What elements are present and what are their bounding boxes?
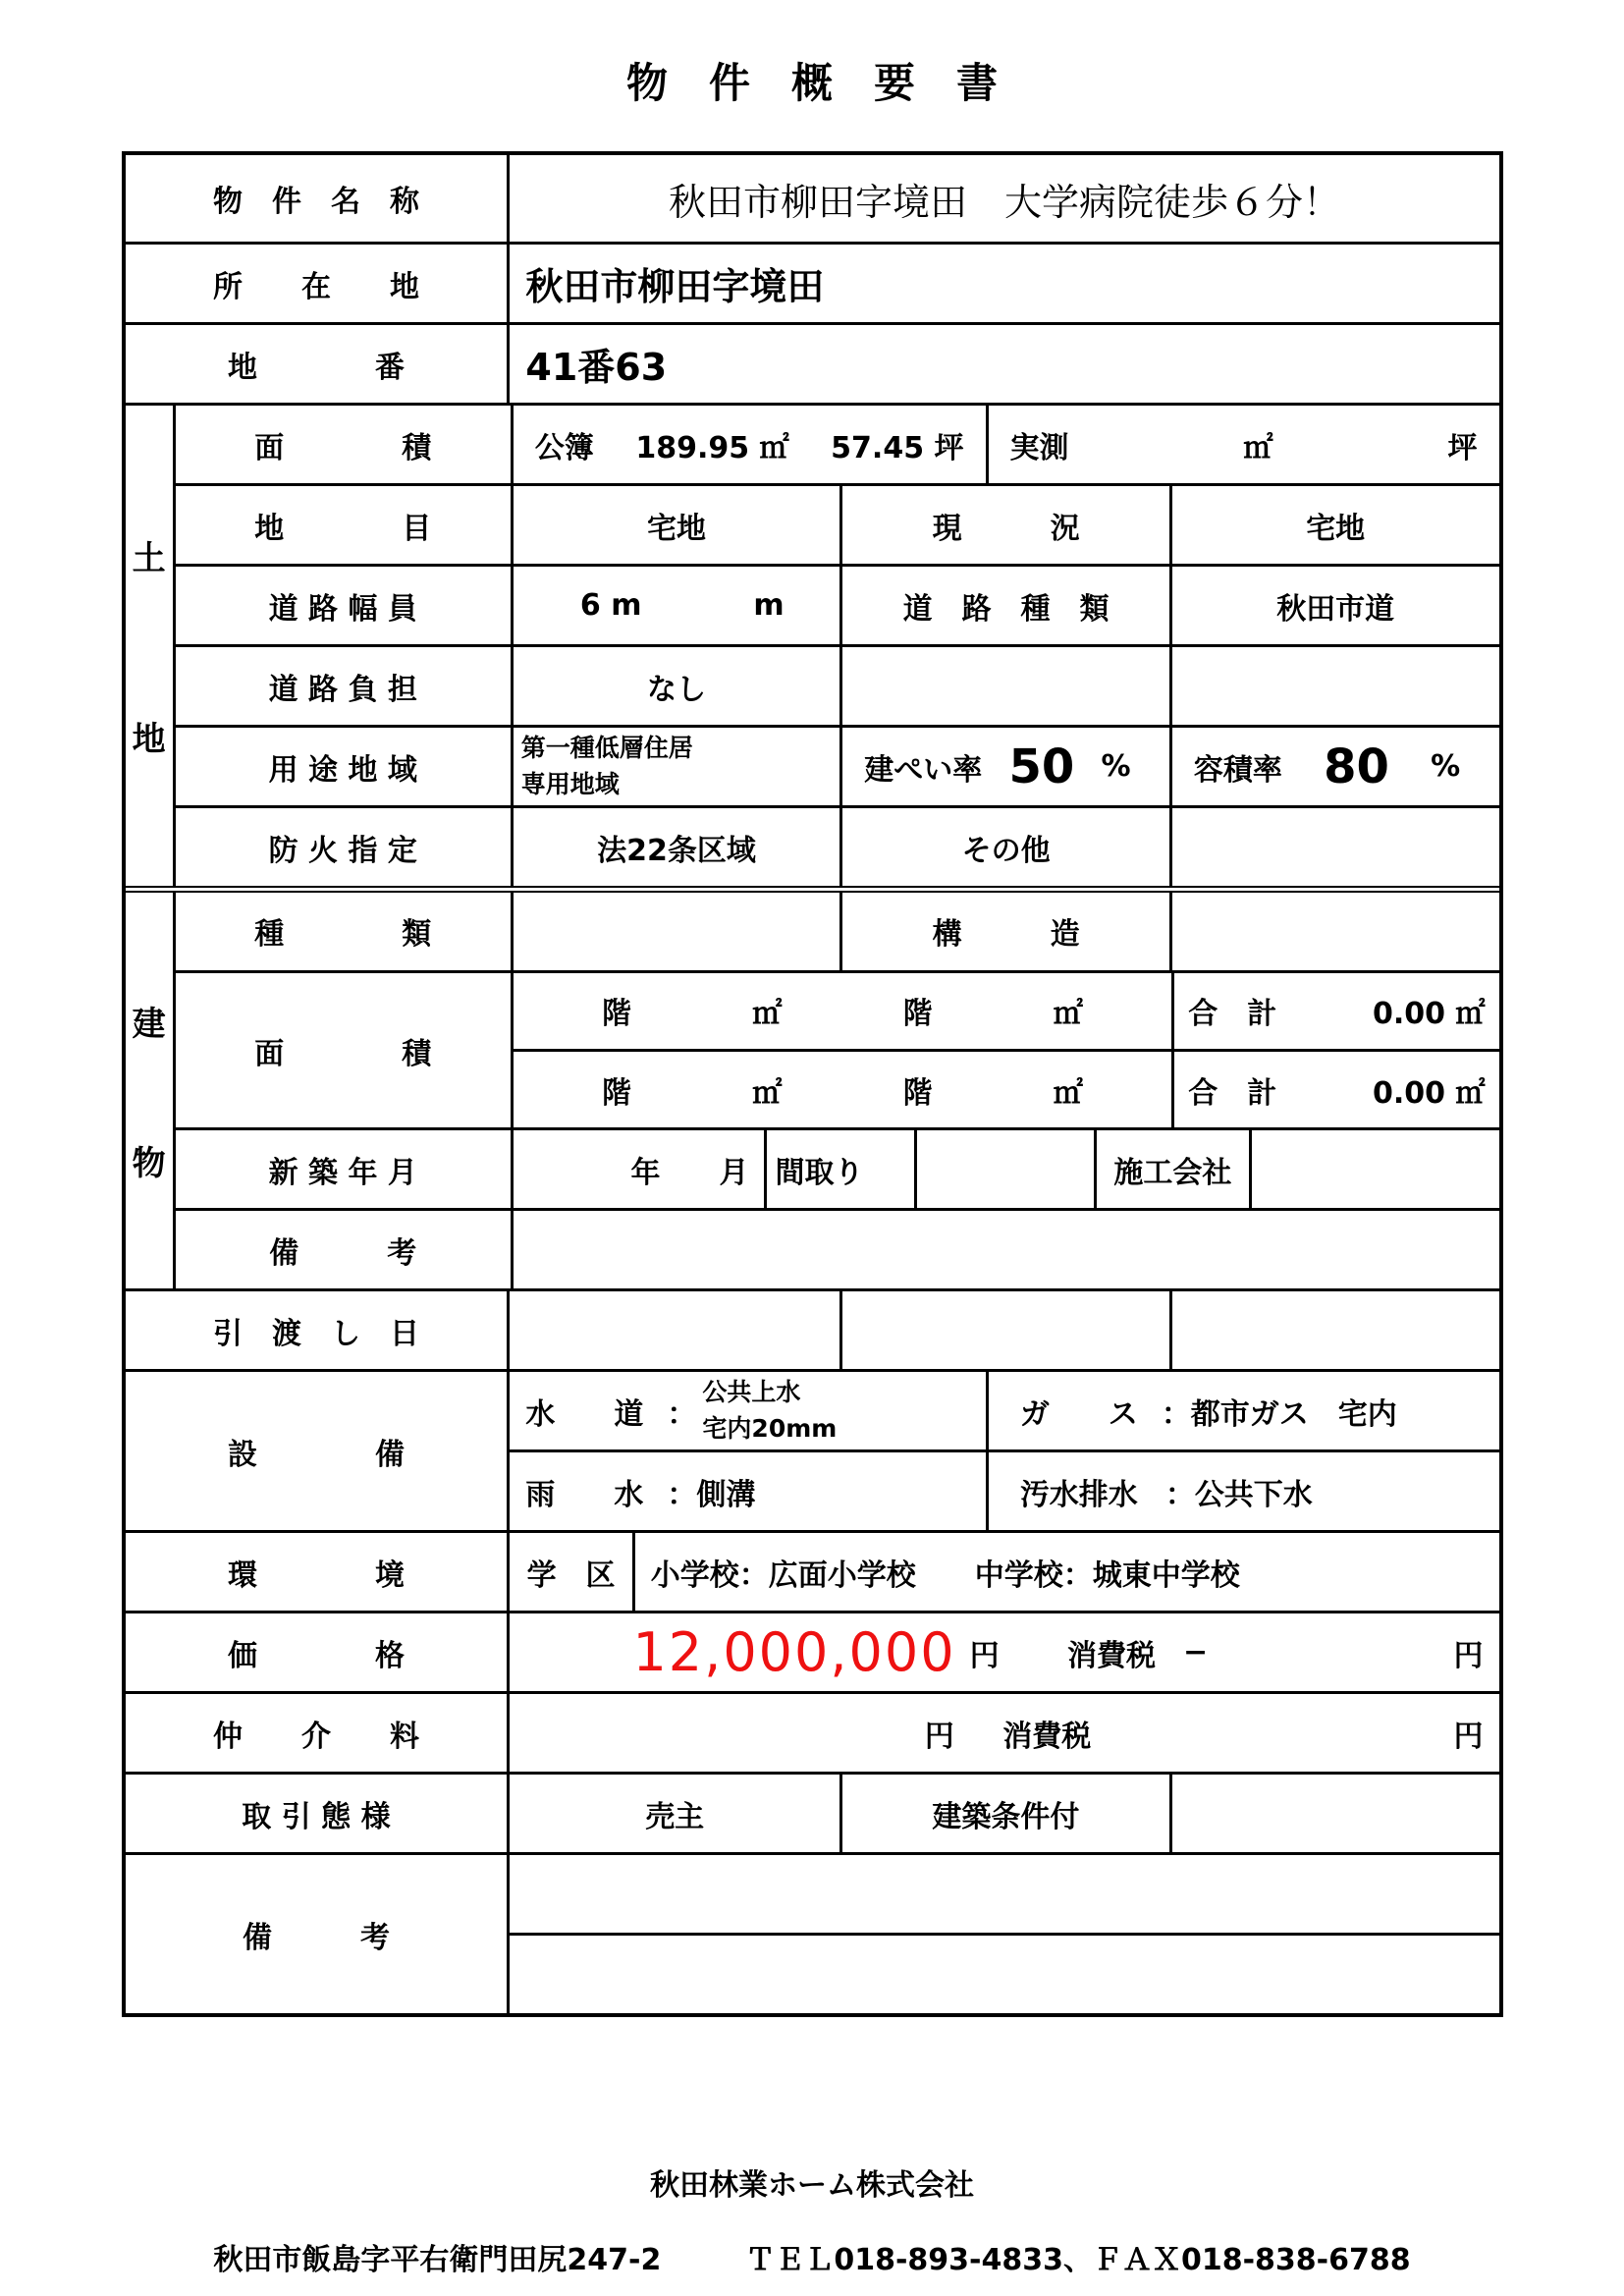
row-road-width: [176, 564, 1499, 644]
rain-label: 雨 水: [525, 1477, 644, 1512]
jissoku-sqm-unit: ㎡: [1243, 430, 1273, 465]
koubo-label: 公簿: [534, 430, 594, 465]
remarks-label-cell: [126, 1855, 508, 2013]
structure-label: 構 造: [932, 917, 1080, 953]
road-burden-empty-1: [839, 647, 1169, 725]
brokerage-tax-yen: 円: [1453, 1719, 1484, 1754]
transaction-value-3: [1169, 1775, 1499, 1852]
built-date-value: 年 月: [511, 1130, 765, 1208]
land-area-label: 面 積: [254, 430, 432, 465]
gas-cell: [986, 1372, 1499, 1449]
facilities-label: 設 備: [227, 1437, 405, 1472]
section-building: [126, 886, 1499, 1288]
transaction-value-1: 売主: [507, 1775, 839, 1852]
structure-value: [1169, 893, 1499, 970]
road-width-label-cell: [176, 567, 511, 644]
building-remarks-label-cell: [176, 1211, 511, 1288]
building-area-label: 面 積: [254, 1036, 432, 1071]
koubo-sqm: 189.95 ㎡: [635, 430, 789, 465]
land-section-body: [173, 406, 1499, 886]
sqm-unit: ㎡: [1053, 997, 1083, 1032]
road-width-unit2: m: [753, 588, 785, 623]
floor-label: 階: [602, 997, 632, 1032]
brokerage-label-cell: [126, 1694, 508, 1772]
genkyo-label: 現 況: [932, 511, 1080, 546]
facilities-row-1: [510, 1372, 1498, 1449]
fire-other: その他: [839, 808, 1169, 886]
floor-area-ratio-cell: [1169, 728, 1499, 805]
chimoku-value: 宅地: [511, 486, 840, 564]
road-type-value: 秋田市道: [1169, 567, 1499, 644]
road-width-label: 道 路 幅 員: [268, 591, 417, 627]
kenpei-label: 建ぺい率: [864, 752, 983, 788]
price-value: 12,000,000: [632, 1621, 956, 1683]
rain-cell: [510, 1452, 985, 1530]
brokerage-label: 仲 介 料: [212, 1719, 419, 1754]
total-label: 合 計: [1188, 997, 1277, 1032]
road-width-value-cell: [511, 567, 840, 644]
zoning-value-cell: [511, 728, 840, 805]
yoseki-label: 容積率: [1193, 752, 1282, 788]
land-area-measured-cell: [986, 406, 1499, 483]
building-kind-label-cell: [176, 893, 511, 970]
land-area-label-cell: [176, 406, 511, 483]
floor-label: 階: [902, 997, 933, 1032]
remarks-label: 備 考: [242, 1920, 390, 1955]
row-price: [126, 1611, 1499, 1691]
floor-label: 階: [602, 1075, 632, 1111]
row-environment: [126, 1530, 1499, 1611]
floors-cell-1: [514, 973, 1172, 1049]
footer-address: 秋田市飯島字平右衛門田尻247-2: [213, 2243, 662, 2277]
fire-empty: [1169, 808, 1499, 886]
facilities-body: [507, 1372, 1498, 1530]
price-tax-value: −: [1183, 1635, 1209, 1669]
water-cell: [510, 1372, 985, 1449]
building-char-1: 建: [132, 1005, 166, 1045]
madori-value: [914, 1130, 1094, 1208]
total-value: 0.00 ㎡: [1373, 1075, 1486, 1111]
road-type-label: 道 路 種 類: [902, 591, 1110, 627]
section-facilities: [126, 1369, 1499, 1530]
lot-number-label-cell: [126, 325, 508, 403]
price-label-cell: [126, 1613, 508, 1691]
floors-cell-2: [514, 1052, 1172, 1127]
rain-value: ：側溝: [667, 1477, 756, 1512]
location-label: 所 在 地: [212, 269, 419, 304]
price-label: 価 格: [227, 1638, 405, 1673]
footer-tel-fax: ＴＥＬ018-893-4833、ＦＡＸ018-838-6788: [745, 2243, 1411, 2277]
road-burden-empty-2: [1169, 647, 1499, 725]
madori-label: 間取り: [764, 1130, 913, 1208]
property-name-label: 物 件 名 称: [212, 185, 419, 219]
property-name-value: 秋田市柳田字境田 大学病院徒歩６分！: [507, 155, 1498, 242]
building-section-body: [173, 893, 1499, 1288]
facilities-label-cell: [126, 1372, 508, 1530]
property-table: [122, 151, 1503, 2017]
facilities-row-2: [510, 1449, 1498, 1530]
floor-label: 階: [902, 1075, 933, 1111]
brokerage-tax-label: 消費税: [1002, 1719, 1092, 1754]
handover-label: 引 渡 し 日: [212, 1316, 419, 1351]
footer-company: 秋田林業ホーム株式会社: [650, 2168, 974, 2203]
zoning-label: 用 途 地 域: [268, 752, 417, 788]
price-tax-yen: 円: [1453, 1638, 1484, 1673]
water-line2: 宅内20mm: [702, 1413, 838, 1443]
road-width-value: 6 m: [579, 588, 642, 623]
structure-label-cell: [839, 893, 1169, 970]
zoning-label-cell: [176, 728, 511, 805]
genkyo-value: 宅地: [1169, 486, 1499, 564]
water-colon: ：: [667, 1396, 697, 1432]
building-char-2: 物: [132, 1143, 166, 1183]
sekou-value: [1249, 1130, 1499, 1208]
brokerage-yen: 円: [924, 1719, 954, 1754]
remarks-row-2: [510, 1933, 1498, 2013]
environment-label: 環 境: [227, 1558, 405, 1593]
row-handover-date: [126, 1288, 1499, 1369]
transaction-value-2: 建築条件付: [839, 1775, 1169, 1852]
total-label: 合 計: [1188, 1075, 1277, 1111]
price-tax-label: 消費税: [1067, 1638, 1156, 1673]
handover-cell-1: [507, 1291, 839, 1369]
built-date-label-cell: [176, 1130, 511, 1208]
fire-value: 法22条区域: [511, 808, 840, 886]
row-brokerage: [126, 1691, 1499, 1772]
handover-cell-3: [1169, 1291, 1499, 1369]
sqm-unit: ㎡: [752, 997, 783, 1032]
building-area-body: [511, 973, 1499, 1128]
location-value: 秋田市柳田字境田: [507, 245, 1498, 322]
row-zoning: [176, 725, 1499, 805]
land-char-1: 土: [132, 538, 166, 578]
total-value: 0.00 ㎡: [1373, 997, 1486, 1032]
water-line1: 公共上水: [702, 1378, 801, 1407]
yoseki-value: 80: [1324, 738, 1389, 794]
row-road-burden: [176, 644, 1499, 725]
water-label: 水 道: [525, 1396, 644, 1432]
location-label-cell: [126, 245, 508, 322]
sqm-unit: ㎡: [752, 1075, 783, 1111]
built-date-label: 新 築 年 月: [268, 1155, 417, 1190]
chimoku-label: 地 目: [254, 511, 432, 546]
fire-label: 防 火 指 定: [268, 833, 417, 868]
zoning-line1: 第一種低層住居: [520, 734, 693, 763]
chimoku-label-cell: [176, 486, 511, 564]
section-remarks: [126, 1852, 1499, 2013]
zoning-line2: 専用地域: [520, 769, 620, 798]
yoseki-percent: %: [1431, 749, 1461, 784]
koubo-tsubo: 57.45 坪: [831, 430, 964, 465]
sqm-unit: ㎡: [1053, 1075, 1083, 1111]
remarks-body: [507, 1855, 1498, 2013]
school-district-label-cell: [507, 1533, 631, 1611]
building-coverage-cell: [839, 728, 1169, 805]
gas-value: ：都市ガス 宅内: [1161, 1396, 1397, 1432]
remarks-row-1: [510, 1855, 1498, 1933]
road-type-label-cell: [839, 567, 1169, 644]
genkyo-label-cell: [839, 486, 1169, 564]
row-building-area: [176, 970, 1499, 1128]
lot-number-label: 地 番: [227, 350, 405, 385]
handover-label-cell: [126, 1291, 508, 1369]
gas-label: ガ ス: [1019, 1396, 1138, 1432]
row-lot-number: [126, 322, 1499, 403]
property-name-label-cell: [126, 155, 508, 242]
school-district-label: 学 区: [526, 1558, 616, 1593]
row-land-area: [176, 406, 1499, 483]
schools-value: 小学校：広面小学校 中学校：城東中学校: [632, 1533, 1499, 1611]
jissoku-tsubo-unit: 坪: [1447, 430, 1478, 465]
road-burden-value: なし: [511, 647, 840, 725]
land-section-label: [126, 406, 173, 886]
road-burden-label-cell: [176, 647, 511, 725]
kenpei-value: 50: [1008, 738, 1075, 794]
building-area-label-cell: [176, 973, 511, 1128]
building-kind-label: 種 類: [254, 917, 432, 953]
sewage-value: ：公共下水: [1164, 1477, 1313, 1512]
jissoku-label: 実測: [1009, 430, 1069, 465]
transaction-label-cell: [126, 1775, 508, 1852]
land-char-2: 地: [132, 720, 166, 760]
footer-contact: [0, 2235, 1624, 2278]
sewage-label: 汚水排水: [1019, 1477, 1138, 1512]
kenpei-percent: %: [1101, 749, 1131, 784]
row-building-remarks: [176, 1208, 1499, 1288]
page-title: 物 件 概 要 書: [625, 59, 998, 107]
section-land: [126, 403, 1499, 886]
transaction-label: 取 引 態 様: [242, 1799, 391, 1834]
total-cell-2: [1171, 1052, 1498, 1127]
lot-number-value: 41番63: [507, 325, 1498, 403]
row-land-category: [176, 483, 1499, 564]
brokerage-value-cell: [507, 1694, 1498, 1772]
road-burden-label: 道 路 負 担: [268, 672, 417, 707]
row-transaction-type: [126, 1772, 1499, 1852]
land-area-registered-cell: [511, 406, 986, 483]
building-remarks-value: [511, 1211, 1499, 1288]
building-section-label: [126, 893, 173, 1288]
price-yen: 円: [969, 1638, 1000, 1673]
building-area-row-2: [514, 1049, 1499, 1127]
environment-label-cell: [126, 1533, 508, 1611]
building-remarks-label: 備 考: [269, 1235, 417, 1271]
sewage-cell: [986, 1452, 1499, 1530]
row-fire-designation: [176, 805, 1499, 886]
footer: [0, 2160, 1624, 2278]
row-building-kind: [176, 893, 1499, 970]
row-built-date: [176, 1127, 1499, 1208]
row-location: [126, 242, 1499, 322]
row-property-name: [126, 155, 1499, 242]
sekou-label: 施工会社: [1094, 1130, 1249, 1208]
handover-cell-2: [839, 1291, 1169, 1369]
building-kind-value: [511, 893, 840, 970]
building-area-row-1: [514, 973, 1499, 1049]
total-cell-1: [1171, 973, 1498, 1049]
fire-label-cell: [176, 808, 511, 886]
price-value-cell: [507, 1613, 1498, 1691]
